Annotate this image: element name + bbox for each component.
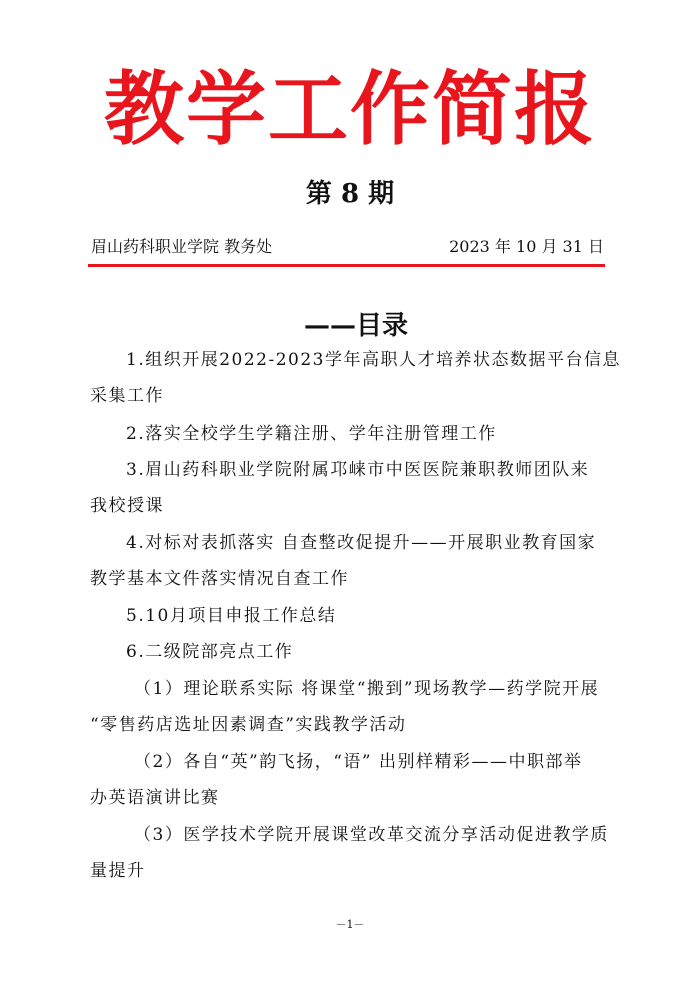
publisher: 眉山药科职业学院 教务处: [91, 237, 273, 256]
masthead-title: 教学工作简报: [104, 63, 596, 156]
toc-line: （2）各自“英”韵飞扬，“语” 出别样精彩——中职部举: [134, 752, 583, 772]
toc-line: 1.组织开展2022-2023学年高职人才培养状态数据平台信息: [126, 350, 621, 370]
toc-line: 量提升: [90, 861, 146, 881]
toc-line: 6.二级院部亮点工作: [126, 642, 294, 662]
toc-line: （3）医学技术学院开展课堂改革交流分享活动促进教学质: [134, 825, 609, 845]
red-divider: [88, 264, 605, 267]
toc-line: 采集工作: [90, 386, 164, 406]
toc-line: “零售药店选址因素调查”实践教学活动: [90, 715, 407, 735]
toc-line: 办英语演讲比赛: [90, 788, 220, 808]
toc-line: 我校授课: [90, 496, 164, 516]
toc-line: 2.落实全校学生学籍注册、学年注册管理工作: [126, 424, 497, 444]
toc-line: 3.眉山药科职业学院附属邛崃市中医医院兼职教师团队来: [126, 460, 590, 480]
publish-date: 2023 年 10 月 31 日: [449, 237, 604, 256]
toc-line: 教学基本文件落实情况自查工作: [90, 569, 349, 589]
toc-title: ——目录: [303, 311, 408, 341]
page-number: －1－: [335, 918, 365, 931]
toc-line: 4.对标对表抓落实 自查整改促提升——开展职业教育国家: [126, 533, 597, 553]
toc-line: 5.10月项目申报工作总结: [126, 606, 337, 626]
issue-number: 第 8 期: [305, 179, 395, 209]
toc-line: （1）理论联系实际 将课堂“搬到”现场教学—药学院开展: [134, 679, 600, 699]
